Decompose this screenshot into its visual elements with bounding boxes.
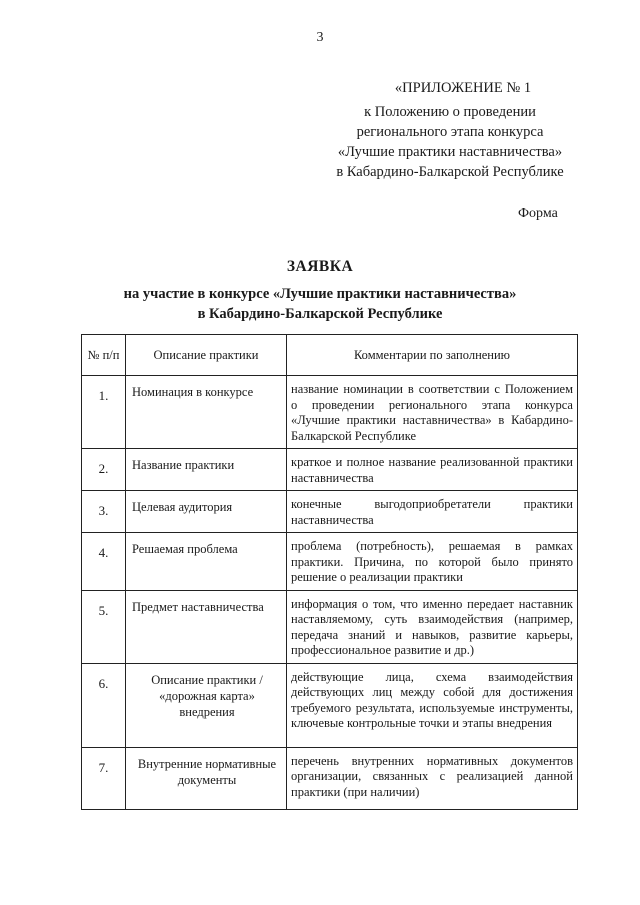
table-row (82, 747, 578, 809)
page-number: 3 (316, 30, 324, 45)
table-row (82, 533, 578, 591)
row-desc: Внутренние нормативные документы (126, 747, 287, 809)
appendix-line: в Кабардино-Балкарской Республике (336, 164, 564, 180)
header-comment: Комментарии по заполнению (287, 335, 578, 376)
document-title: ЗАЯВКА (286, 258, 354, 275)
row-desc: Описание практики / «дорожная карта» внедрения (126, 663, 287, 747)
table-row (82, 663, 578, 747)
table-row (82, 491, 578, 533)
appendix-line: регионального этапа конкурса (356, 124, 544, 140)
table-row (82, 376, 578, 449)
appendix-line: «Лучшие практики наставничества» (337, 144, 563, 160)
row-comment: название номинации в соответствии с Положением о проведении регионального этапа конкурса «Лучшие практики наставничества» в Кабардино-Балкарской Республике (287, 376, 578, 449)
subtitle-line: на участие в конкурсе «Лучшие практики наставничества» (123, 286, 517, 302)
row-desc: Название практики (126, 449, 287, 491)
row-num: 4. (82, 533, 126, 591)
header-num: № п/п (82, 335, 126, 376)
row-comment: перечень внутренних нормативных документов организации, связанных с реализацией данной практики (при наличии) (287, 747, 578, 809)
row-comment: информация о том, что именно передает наставник наставляемому, суть взаимодействия (например, передача знаний и навыков, развитие карьеры, профессиональное развитие и др.) (287, 590, 578, 663)
header-desc: Описание практики (126, 335, 287, 376)
table-row (82, 449, 578, 491)
row-desc: Целевая аудитория (126, 491, 287, 533)
appendix-line: к Положению о проведении (364, 104, 536, 120)
row-num: 6. (82, 663, 126, 747)
document-subtitle (0, 284, 640, 324)
row-num: 7. (82, 747, 126, 809)
row-num: 1. (82, 376, 126, 449)
subtitle-line: в Кабардино-Балкарской Республике (197, 306, 443, 322)
row-comment: краткое и полное название реализованной практики наставничества (287, 449, 578, 491)
row-comment: действующие лица, схема взаимодействия действующих лиц между собой для достижения требуемого результата, используемые инструменты, ключевые контрольные точки и этапы внедрения (287, 663, 578, 747)
form-label: Форма (518, 206, 558, 221)
table-row (82, 590, 578, 663)
appendix-block (300, 78, 600, 182)
row-desc: Предмет наставничества (126, 590, 287, 663)
row-desc: Номинация в конкурсе (126, 376, 287, 449)
row-num: 2. (82, 449, 126, 491)
table-header-row (82, 335, 578, 376)
appendix-title: «ПРИЛОЖЕНИЕ № 1 (394, 80, 532, 96)
row-comment: проблема (потребность), решаемая в рамках практики. Причина, по которой было принято решение о реализации практики (287, 533, 578, 591)
row-num: 5. (82, 590, 126, 663)
row-desc: Решаемая проблема (126, 533, 287, 591)
application-table (81, 334, 578, 810)
row-num: 3. (82, 491, 126, 533)
row-comment: конечные выгодоприобретатели практики наставничества (287, 491, 578, 533)
